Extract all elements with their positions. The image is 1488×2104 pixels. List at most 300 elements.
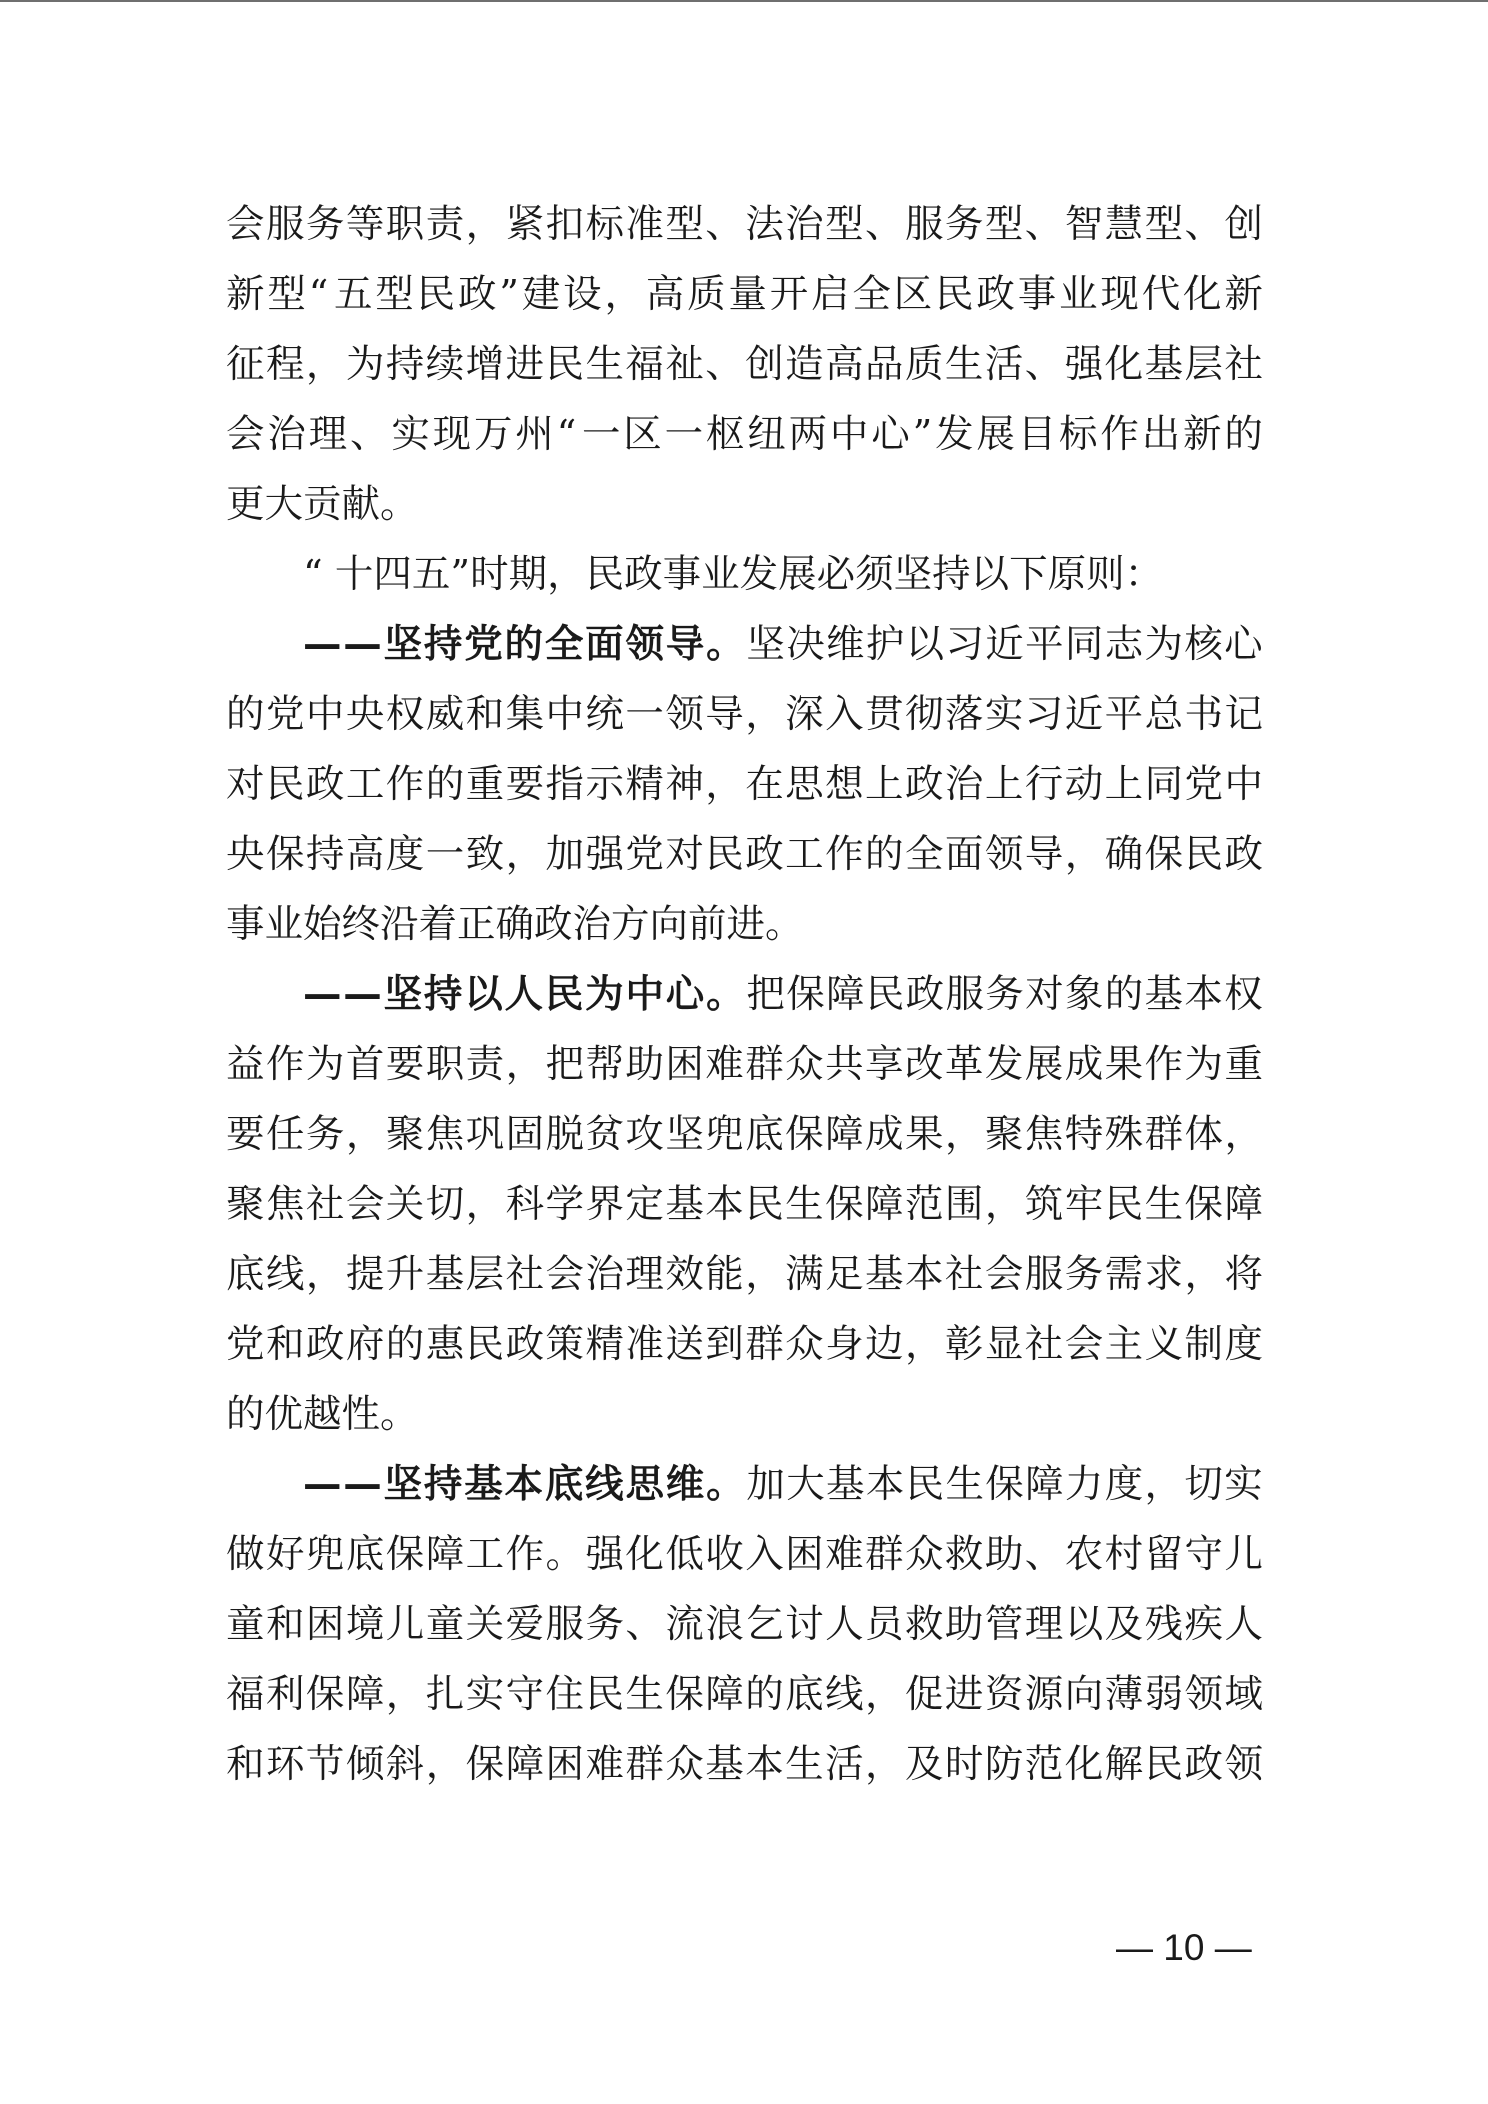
glyph: 切 xyxy=(1184,1462,1223,1507)
glyph: 央 xyxy=(345,692,385,737)
glyph: ， xyxy=(305,1252,345,1297)
glyph: 围 xyxy=(944,1182,984,1227)
glyph: 薄 xyxy=(1104,1672,1144,1717)
glyph: “ xyxy=(308,272,329,317)
glyph: — xyxy=(343,972,383,1017)
glyph: 为 xyxy=(585,972,625,1017)
glyph: 足 xyxy=(825,1252,864,1297)
glyph: 将 xyxy=(1224,1252,1263,1297)
glyph: 讨 xyxy=(785,1602,824,1647)
glyph: 护 xyxy=(865,622,905,667)
glyph: 保 xyxy=(465,1742,505,1787)
glyph: 心 xyxy=(871,412,910,457)
glyph: 关 xyxy=(465,1602,505,1647)
glyph: 线 xyxy=(825,1672,864,1717)
glyph: 职 xyxy=(425,1042,465,1087)
glyph: 作 xyxy=(1100,412,1139,457)
glyph: 群 xyxy=(1144,1112,1184,1157)
glyph: 精 xyxy=(585,1322,624,1367)
glyph: 政 xyxy=(976,272,1015,317)
glyph: 节 xyxy=(305,1742,345,1787)
glyph: 低 xyxy=(665,1532,704,1577)
glyph: 难 xyxy=(705,1042,744,1087)
glyph: 作 xyxy=(825,832,864,877)
glyph: 、 xyxy=(625,1602,664,1647)
glyph: 、 xyxy=(1184,202,1224,247)
glyph: 领 xyxy=(665,692,704,737)
glyph: 、 xyxy=(705,342,744,387)
glyph: — xyxy=(343,1462,383,1507)
glyph: 工 xyxy=(785,832,824,877)
text-line: 的优越性。 xyxy=(226,1392,419,1437)
text-line xyxy=(226,1660,1263,1730)
glyph: 对 xyxy=(1025,972,1064,1017)
glyph: 众 xyxy=(665,1742,704,1787)
glyph: 为 xyxy=(305,1042,345,1087)
glyph: 化 xyxy=(1183,272,1222,317)
glyph: 务 xyxy=(1064,1252,1104,1297)
glyph: 。 xyxy=(706,1462,746,1507)
text-line xyxy=(226,400,1263,470)
glyph: 化 xyxy=(1064,1742,1104,1787)
glyph: 政 xyxy=(457,272,497,317)
glyph: 基 xyxy=(1144,972,1184,1017)
glyph: 动 xyxy=(1064,762,1104,807)
glyph: ， xyxy=(1184,1252,1224,1297)
glyph: 度 xyxy=(1224,1322,1263,1367)
glyph: 总 xyxy=(1144,692,1184,737)
glyph: 益 xyxy=(226,1042,265,1087)
glyph: 基 xyxy=(425,1252,465,1297)
glyph: 精 xyxy=(625,762,664,807)
glyph: 一 xyxy=(664,412,704,457)
glyph: 做 xyxy=(226,1532,265,1577)
glyph: 导 xyxy=(1024,832,1064,877)
glyph: 智 xyxy=(1064,202,1104,247)
glyph: 领 xyxy=(1184,1672,1224,1717)
glyph: 人 xyxy=(825,1602,864,1647)
principle-first-line xyxy=(226,610,1263,680)
glyph: 作 xyxy=(265,1042,305,1087)
glyph: 强 xyxy=(585,832,624,877)
glyph: 聚 xyxy=(984,1112,1024,1157)
glyph: 党 xyxy=(464,622,504,667)
glyph: 基 xyxy=(865,1252,904,1297)
glyph: 在 xyxy=(745,762,784,807)
glyph: 底 xyxy=(785,1672,824,1717)
glyph: 平 xyxy=(1025,622,1064,667)
glyph: 底 xyxy=(345,1532,385,1577)
glyph: 策 xyxy=(545,1322,585,1367)
glyph: 的 xyxy=(226,692,265,737)
glyph: ， xyxy=(865,1672,904,1717)
glyph: 留 xyxy=(1144,1532,1184,1577)
glyph: 革 xyxy=(944,1042,984,1087)
glyph: 及 xyxy=(1104,1602,1144,1647)
glyph: ， xyxy=(385,1672,425,1717)
glyph: 童 xyxy=(425,1602,465,1647)
glyph: 社 xyxy=(944,1252,984,1297)
glyph: 程 xyxy=(265,342,305,387)
glyph: 持 xyxy=(385,342,425,387)
glyph: 落 xyxy=(944,692,984,737)
glyph: 、 xyxy=(1024,1532,1064,1577)
text-line xyxy=(226,1590,1263,1660)
glyph: 坚 xyxy=(746,622,785,667)
glyph: 代 xyxy=(1141,272,1181,317)
glyph: 想 xyxy=(825,762,864,807)
glyph: 及 xyxy=(904,1742,944,1787)
glyph: 筑 xyxy=(1024,1182,1064,1227)
glyph: 惠 xyxy=(425,1322,465,1367)
glyph: 贯 xyxy=(865,692,904,737)
glyph: 志 xyxy=(1104,622,1144,667)
glyph: 层 xyxy=(1184,342,1224,387)
glyph: 领 xyxy=(984,832,1024,877)
glyph: 高 xyxy=(825,342,864,387)
glyph: 政 xyxy=(1184,1742,1224,1787)
glyph: 展 xyxy=(976,412,1015,457)
glyph: 加 xyxy=(545,832,585,877)
glyph: 群 xyxy=(625,1742,664,1787)
glyph: 心 xyxy=(665,972,705,1017)
glyph: ” xyxy=(499,272,519,317)
text-line xyxy=(226,820,1263,890)
glyph: 祉 xyxy=(665,342,704,387)
glyph: 近 xyxy=(985,622,1024,667)
glyph: 生 xyxy=(945,1462,984,1507)
glyph: 中 xyxy=(545,692,585,737)
glyph: 界 xyxy=(585,1182,624,1227)
glyph: 民 xyxy=(1104,1182,1144,1227)
glyph: 面 xyxy=(585,622,625,667)
glyph: 基 xyxy=(705,1742,744,1787)
glyph: 求 xyxy=(1144,1252,1184,1297)
glyph: 保 xyxy=(985,1462,1024,1507)
glyph: 弱 xyxy=(1144,1672,1184,1717)
glyph: 上 xyxy=(984,762,1024,807)
glyph: 需 xyxy=(1104,1252,1144,1297)
glyph: 基 xyxy=(464,1462,504,1507)
glyph: 果 xyxy=(1104,1042,1144,1087)
glyph: 质 xyxy=(687,272,726,317)
glyph: 政 xyxy=(1224,832,1263,877)
glyph: 致 xyxy=(465,832,505,877)
glyph: 党 xyxy=(625,832,664,877)
glyph: 度 xyxy=(1104,1462,1144,1507)
glyph: 责 xyxy=(425,202,465,247)
glyph: 记 xyxy=(1224,692,1263,737)
glyph: 障 xyxy=(825,1112,864,1157)
glyph: 斜 xyxy=(385,1742,425,1787)
glyph: 社 xyxy=(305,1182,345,1227)
glyph: 发 xyxy=(935,412,974,457)
glyph: 两 xyxy=(788,412,828,457)
glyph: 坚 xyxy=(383,622,423,667)
glyph: 救 xyxy=(944,1532,984,1577)
glyph: 工 xyxy=(465,1532,505,1577)
glyph: 同 xyxy=(1144,762,1184,807)
glyph: 的 xyxy=(385,1322,425,1367)
glyph: 政 xyxy=(305,1322,345,1367)
glyph: 人 xyxy=(504,972,544,1017)
glyph: 众 xyxy=(904,1532,944,1577)
glyph: 准 xyxy=(625,202,664,247)
glyph: 果 xyxy=(904,1112,944,1157)
glyph: 守 xyxy=(1184,1532,1224,1577)
glyph: 本 xyxy=(705,1182,744,1227)
glyph: 以 xyxy=(905,622,945,667)
text-line xyxy=(226,1170,1263,1240)
glyph: 社 xyxy=(505,1252,545,1297)
text-line xyxy=(226,750,1263,820)
glyph: 乞 xyxy=(745,1602,784,1647)
glyph: 能 xyxy=(705,1252,744,1297)
glyph: 收 xyxy=(705,1532,744,1577)
glyph: 强 xyxy=(1064,342,1104,387)
glyph: 服 xyxy=(1024,1252,1064,1297)
glyph: 困 xyxy=(545,1742,585,1787)
glyph: 启 xyxy=(811,272,850,317)
glyph: 生 xyxy=(585,342,624,387)
glyph: 威 xyxy=(425,692,465,737)
glyph: 兜 xyxy=(305,1532,345,1577)
document-body xyxy=(226,190,1263,1800)
glyph: 保 xyxy=(385,1532,425,1577)
glyph: 、 xyxy=(705,202,744,247)
glyph: 人 xyxy=(1224,1602,1263,1647)
glyph: 儿 xyxy=(1224,1532,1263,1577)
glyph: 切 xyxy=(425,1182,465,1227)
glyph: 治 xyxy=(944,762,984,807)
glyph: 高 xyxy=(345,832,385,877)
glyph: ， xyxy=(305,342,345,387)
glyph: 进 xyxy=(944,1672,984,1717)
glyph: 会 xyxy=(345,1182,385,1227)
top-border-rule xyxy=(0,0,1488,2)
glyph: 为 xyxy=(1184,1042,1224,1087)
glyph: 体 xyxy=(1184,1112,1224,1157)
glyph: 领 xyxy=(1224,1742,1263,1787)
glyph: 实 xyxy=(391,412,430,457)
glyph: 职 xyxy=(385,202,425,247)
glyph: 障 xyxy=(1224,1182,1263,1227)
glyph: 民 xyxy=(465,1322,505,1367)
glyph: 社 xyxy=(1224,342,1263,387)
glyph: 焦 xyxy=(425,1112,465,1157)
glyph: 。 xyxy=(706,972,746,1017)
glyph: — xyxy=(303,1462,342,1507)
text-line xyxy=(226,190,1263,260)
glyph: 资 xyxy=(984,1672,1024,1717)
glyph: 源 xyxy=(1024,1672,1064,1717)
glyph: 牢 xyxy=(1064,1182,1104,1227)
glyph: 民 xyxy=(705,832,744,877)
glyph: 近 xyxy=(1064,692,1104,737)
glyph: 现 xyxy=(432,412,472,457)
glyph: 域 xyxy=(1224,1672,1263,1717)
glyph: 民 xyxy=(544,972,584,1017)
glyph: 习 xyxy=(1024,692,1064,737)
glyph: 众 xyxy=(785,1042,824,1087)
glyph: 固 xyxy=(505,1112,545,1157)
glyph: 出 xyxy=(1141,412,1181,457)
glyph: 会 xyxy=(226,412,265,457)
glyph: 务 xyxy=(585,1602,624,1647)
glyph: 维 xyxy=(826,622,865,667)
glyph: 流 xyxy=(665,1602,704,1647)
glyph: ， xyxy=(345,1112,385,1157)
glyph: 业 xyxy=(1059,272,1098,317)
glyph: 实 xyxy=(984,692,1024,737)
glyph: 保 xyxy=(786,972,825,1017)
glyph: 聚 xyxy=(226,1182,265,1227)
glyph: 区 xyxy=(893,272,933,317)
glyph: 员 xyxy=(865,1602,904,1647)
glyph: 保 xyxy=(1184,1182,1224,1227)
glyph: 治 xyxy=(267,412,306,457)
glyph: 显 xyxy=(984,1322,1024,1367)
glyph: 民 xyxy=(545,342,585,387)
glyph: 准 xyxy=(625,1322,664,1367)
text-line xyxy=(226,1240,1263,1310)
glyph: 学 xyxy=(545,1182,585,1227)
glyph: 。 xyxy=(706,622,746,667)
glyph: 服 xyxy=(904,202,944,247)
glyph: 入 xyxy=(745,1532,784,1577)
glyph: 生 xyxy=(944,342,984,387)
glyph: 责 xyxy=(465,1042,505,1087)
glyph: ， xyxy=(745,1252,784,1297)
glyph: 创 xyxy=(745,342,784,387)
glyph: 守 xyxy=(505,1672,545,1717)
glyph: 障 xyxy=(345,1672,385,1717)
glyph: 坚 xyxy=(383,1462,423,1507)
glyph: 底 xyxy=(544,1462,584,1507)
glyph: 务 xyxy=(944,202,984,247)
glyph: 保 xyxy=(665,1672,704,1717)
glyph: 民 xyxy=(935,272,974,317)
glyph: 统 xyxy=(585,692,624,737)
glyph: 央 xyxy=(226,832,265,877)
glyph: 本 xyxy=(904,1252,944,1297)
glyph: ， xyxy=(745,692,784,737)
glyph: ” xyxy=(912,412,933,457)
glyph: ， xyxy=(984,1182,1024,1227)
glyph: 会 xyxy=(984,1252,1024,1297)
glyph: 救 xyxy=(904,1602,944,1647)
glyph: 障 xyxy=(865,1182,904,1227)
glyph: 防 xyxy=(984,1742,1024,1787)
glyph: 枢 xyxy=(705,412,745,457)
glyph: 障 xyxy=(505,1742,545,1787)
glyph: 困 xyxy=(665,1042,704,1087)
glyph: 州 xyxy=(515,412,554,457)
glyph: 开 xyxy=(769,272,809,317)
glyph: 送 xyxy=(665,1322,704,1367)
text-line xyxy=(226,1030,1263,1100)
glyph: 的 xyxy=(425,762,465,807)
glyph: 新 xyxy=(226,272,265,317)
glyph: 化 xyxy=(625,1532,664,1577)
glyph: 区 xyxy=(623,412,662,457)
glyph: 为 xyxy=(1144,622,1184,667)
glyph: 聚 xyxy=(385,1112,425,1157)
glyph: 作 xyxy=(505,1532,545,1577)
glyph: 党 xyxy=(265,692,305,737)
glyph: 对 xyxy=(665,832,704,877)
glyph: 提 xyxy=(345,1252,385,1297)
glyph: 持 xyxy=(305,832,345,877)
glyph: 扣 xyxy=(545,202,585,247)
glyph: 同 xyxy=(1064,622,1104,667)
glyph: 范 xyxy=(904,1182,944,1227)
glyph: 政 xyxy=(905,972,945,1017)
glyph: 焦 xyxy=(1024,1112,1064,1157)
glyph: 创 xyxy=(1224,202,1263,247)
glyph: 彻 xyxy=(904,692,944,737)
text-line: 更大贡献。 xyxy=(226,482,419,527)
glyph: 村 xyxy=(1104,1532,1144,1577)
glyph: 建 xyxy=(521,272,561,317)
glyph: 政 xyxy=(505,1322,545,1367)
glyph: 思 xyxy=(785,762,824,807)
glyph: 服 xyxy=(545,1602,585,1647)
glyph: 基 xyxy=(826,1462,865,1507)
glyph: 首 xyxy=(345,1042,385,1087)
glyph: 群 xyxy=(865,1532,904,1577)
glyph: 民 xyxy=(265,762,305,807)
glyph: 福 xyxy=(226,1672,265,1717)
glyph: “ xyxy=(556,412,577,457)
glyph: ， xyxy=(505,1042,545,1087)
glyph: 核 xyxy=(1184,622,1223,667)
glyph: 平 xyxy=(1104,692,1144,737)
glyph: 彰 xyxy=(944,1322,984,1367)
glyph: 五 xyxy=(333,272,373,317)
glyph: 的 xyxy=(865,832,904,877)
glyph: 爱 xyxy=(505,1602,545,1647)
glyph: 标 xyxy=(585,202,624,247)
glyph: 科 xyxy=(505,1182,545,1227)
glyph: 福 xyxy=(625,342,664,387)
glyph: 一 xyxy=(625,692,664,737)
glyph: 力 xyxy=(1064,1462,1104,1507)
glyph: 政 xyxy=(745,832,784,877)
glyph: 共 xyxy=(825,1042,864,1087)
glyph: 享 xyxy=(865,1042,904,1087)
glyph: 决 xyxy=(786,622,825,667)
glyph: 中 xyxy=(1224,762,1263,807)
glyph: 民 xyxy=(745,1182,784,1227)
glyph: 会 xyxy=(226,202,265,247)
glyph: 殊 xyxy=(1104,1112,1144,1157)
glyph: 群 xyxy=(745,1042,784,1087)
glyph: 困 xyxy=(785,1532,824,1577)
glyph: 万 xyxy=(473,412,513,457)
glyph: ， xyxy=(1064,832,1104,877)
glyph: 上 xyxy=(1104,762,1144,807)
glyph: 神 xyxy=(665,762,704,807)
glyph: 社 xyxy=(1024,1322,1064,1367)
text-line xyxy=(226,260,1263,330)
glyph: 型 xyxy=(375,272,414,317)
glyph: 、 xyxy=(865,202,904,247)
glyph: 慧 xyxy=(1104,202,1144,247)
glyph: 好 xyxy=(265,1532,305,1577)
glyph: 任 xyxy=(265,1112,305,1157)
glyph: 政 xyxy=(305,762,345,807)
